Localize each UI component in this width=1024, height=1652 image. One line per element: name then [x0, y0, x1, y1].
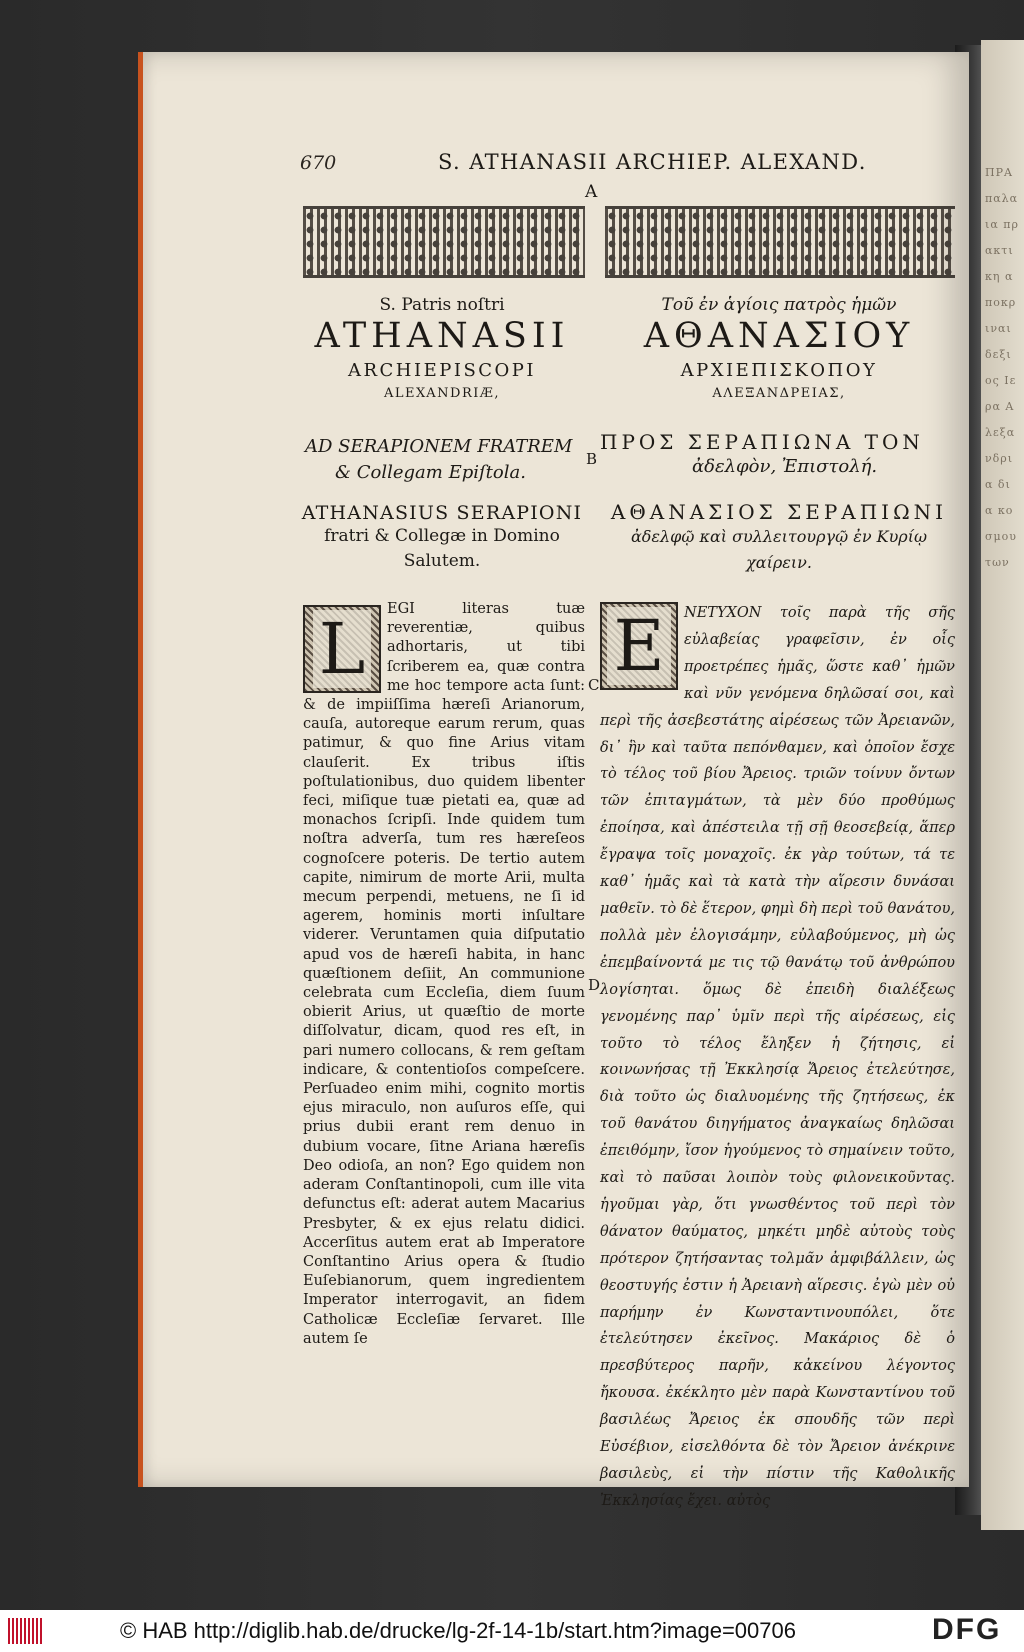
greek-heading-city: ΑΛΕΞΑΝΔΡΕΙΑΣ, [712, 386, 846, 401]
greek-initial-letter: Ε [607, 607, 670, 685]
latin-salutation-line1: ATHANASIUS SERAPIONI [301, 502, 583, 524]
latin-salutation-line2: fratri & Collegæ in Domino [324, 526, 560, 546]
source-url[interactable]: © HAB http://diglib.hab.de/drucke/lg-2f-14-1b/start.htm?image=00706 [120, 1618, 796, 1643]
section-mark-a: A [585, 182, 598, 202]
page-number: 670 [300, 152, 337, 174]
latin-decorated-initial [303, 605, 381, 693]
viewer-footer [0, 1610, 1024, 1652]
latin-heading-name: ATHANASII [314, 316, 570, 356]
greek-address [600, 430, 958, 480]
ornament-band-right [605, 206, 955, 278]
greek-decorated-initial [600, 602, 678, 690]
running-head [300, 150, 960, 180]
latin-body: EGI literas tuæ reverentiæ, quibus adhortaris, ut tibi ſcriberem ea, quæ contra me hoc tempore acta ſunt: & de impiiſſima hæreſi Arianorum, cauſa, autoreque earum rerum, quas patimur, & quo fine Arius vitam clauſerit. Ex tribus iſtis poſtulationibus, duo quidem libenter feci, miſique tuæ pietati ea, quæ ad monachos ſcripſi. Inde quidem tum noſtra adverſa, tum res hæreſeos cognoſcere poteris. De tertio autem capite, nimirum de morte Arii, multa mecum perpendi, metuens, ne ſi id agerem, hominis morti inſultare viderer. Veruntamen quia diſputatio apud vos de hæreſi habita, in hanc quæſtionem deſiit, An communione celebrata cum Eccleſia, diem ſuum obierit Arius, ut quæſtio de morte diſſolvatur, dicam, quod res eſt, in pari numero collocans, & rem geſtam indicare, & contentioſos compeſcere. Perſuadeo enim mihi, cognito mortis ejus miraculo, non auſuros eſſe, qui prius dubii erant rem denuo in dubium vocare, ſitne Ariana hæreſis Deo odioſa, an non? Ego quidem non aderam Conſtantinopoli, cum ille vita defunctus eſt: aderat autem Macarius Presbyter, & ex ejus relatu didici. Accerſitus autem erat ab Imperatore Conſtantino Arius opera & ſtudio Euſebianorum, quem ingredientem Imperator interrogavit, an fidem Catholicæ Eccleſiæ ſervaret. Ille autem ſe [303, 601, 585, 1347]
greek-heading-name: ΑΘΑΝΑΣΙΟΥ [643, 316, 915, 356]
ornament-band-left [303, 206, 585, 278]
greek-body-text [600, 600, 955, 1515]
margin-mark-b: B [586, 450, 598, 468]
latin-address-line2: & Collegam Epiſtola. [335, 462, 526, 483]
latin-initial-letter: L [313, 610, 371, 688]
running-title: S. ATHANASII ARCHIEP. ALEXAND. [438, 150, 867, 174]
greek-address-line2: ἀδελφὸν, Ἐπιστολή. [692, 456, 878, 477]
greek-salutation-line1: ΑΘΑΝΑΣΙΟΣ ΣΕΡΑΠΙΩΝΙ [610, 500, 948, 524]
greek-heading-title: ΑΡΧΙΕΠΙΣΚΟΠΟΥ [680, 360, 878, 381]
greek-address-line1: ΠΡΟΣ ΣΕΡΑΠΙΩΝΑ ΤΟΝ [600, 430, 924, 454]
latin-salutation-line3: Salutem. [403, 551, 481, 571]
greek-salutation-line3: χαίρειν. [746, 553, 812, 572]
latin-heading-line1: S. Patris noſtri [379, 295, 505, 315]
latin-address-line1: AD SERAPIONEM FRATREM [305, 436, 573, 457]
latin-heading-title: ARCHIEPISCOPI [347, 360, 537, 381]
latin-salutation [297, 502, 587, 574]
greek-salutation-line2: ἀδελφῷ καὶ συλλειτουργῷ ἐν Κυρίῳ [630, 527, 928, 546]
dfg-logo: DFG [932, 1613, 1002, 1646]
latin-body-text [303, 600, 585, 1349]
barcode-logo-icon [8, 1618, 42, 1644]
facing-page-edge [981, 40, 1024, 1530]
greek-heading-line1: Τοῦ ἐν ἁγίοις πατρὸς ἡμῶν [661, 295, 897, 315]
margin-mark-c: C [588, 676, 600, 694]
greek-body: ΝΕΤΥΧΟΝ τοῖς παρὰ τῆς σῆς εὐλαβείας γραφεῖσιν, ἐν οἷς προετρέπες ἡμᾶς, ὥστε καθ᾽ ἡμῶν καὶ νῦν γενόμενα δηλῶσαί σοι, καὶ περὶ τῆς ἀσεβεστάτης αἱρέσεως τῶν Ἀρειανῶν, δι᾽ ἣν καὶ ταῦτα πεπόνθαμεν, καὶ ὁποῖον ἔσχε τὸ τέλος τοῦ βίου Ἄρειος. τριῶν τοίνυν ὄντων τῶν ἐπιταγμάτων, τὰ μὲν δύο προθύμως ἐποίησα, καὶ ἀπέστειλα τῇ σῇ θεοσεβείᾳ, ἅπερ ἔγραψα τοῖς μοναχοῖς. ἐκ γὰρ τούτων, τά τε καθ᾽ ἡμᾶς καὶ τὰ κατὰ τὴν αἵρεσιν δυνάσαι μαθεῖν. τὸ δὲ ἕτερον, φημὶ δὴ περὶ τοῦ θανάτου, πολλὰ μὲν ἐλογισάμην, εὐλαβούμενος, μὴ ὡς ἐπεμβαίνοντά με τις τῷ θανάτῳ τοῦ ἀνθρώπου λογίσηται. ὅμως δὲ ἐπειδὴ διαλέξεως γενομένης παρ᾽ ὑμῖν περὶ τῆς αἱρέσεως, εἰς τοῦτο τὸ τέλος ἔληξεν ἡ ζήτησις, εἰ κοινωνήσας τῇ Ἐκκλησίᾳ Ἄρειος ἐτελεύτησε, διὰ τοῦτο ὡς διαλυομένης τῆς ζητήσεως, ἐκ τοῦ θανάτου διηγήματος ἀναγκαίως δηλῶσαι ἐπειθόμην, ἴσον ἡγούμενος τὸ σημαίνειν τοῦτο, καὶ τὸ παῦσαι λοιπὸν τοὺς φιλονεικοῦντας. ἡγοῦμαι γὰρ, ὅτι γνωσθέντος τοῦ περὶ τὸν θάνατον θαύματος, μηκέτι μηδὲ αὐτοὺς τοὺς πρότερον ζητήσαντας τολμᾶν ἀμφιβάλλειν, ὡς θεοστυγής ἐστιν ἡ Ἀρειανὴ αἵρεσις. ἐγὼ μὲν οὐ παρήμην ἐν Κωνσταντινουπόλει, ὅτε ἐτελεύτησεν ἐκεῖνος. Μακάριος δὲ ὁ πρεσβύτερος παρῆν, κἀκείνου λέγοντος ἤκουσα. ἐκέκλητο μὲν παρὰ Κωνσταντίνου τοῦ βασιλέως Ἄρειος ἐκ σπουδῆς τῶν περὶ Εὐσέβιον, εἰσελθόντα δὲ τὸν Ἄρειον ἀνέκρινε βασιλεὺς, εἰ τὴν πίστιν τῆς Καθολικῆς Ἐκκλησίας ἔχει. αὐτὸς [600, 605, 955, 1509]
margin-mark-d: D [588, 976, 601, 994]
greek-salutation [600, 500, 958, 576]
latin-heading-city: ALEXANDRIÆ, [383, 386, 501, 401]
facing-page-text: ΠΡΑ παλαια πρακτικη αποκριναι δεξιος Ιερα Αλεξανδρια δια κοσμου των [985, 166, 1019, 569]
latin-address [305, 434, 598, 486]
